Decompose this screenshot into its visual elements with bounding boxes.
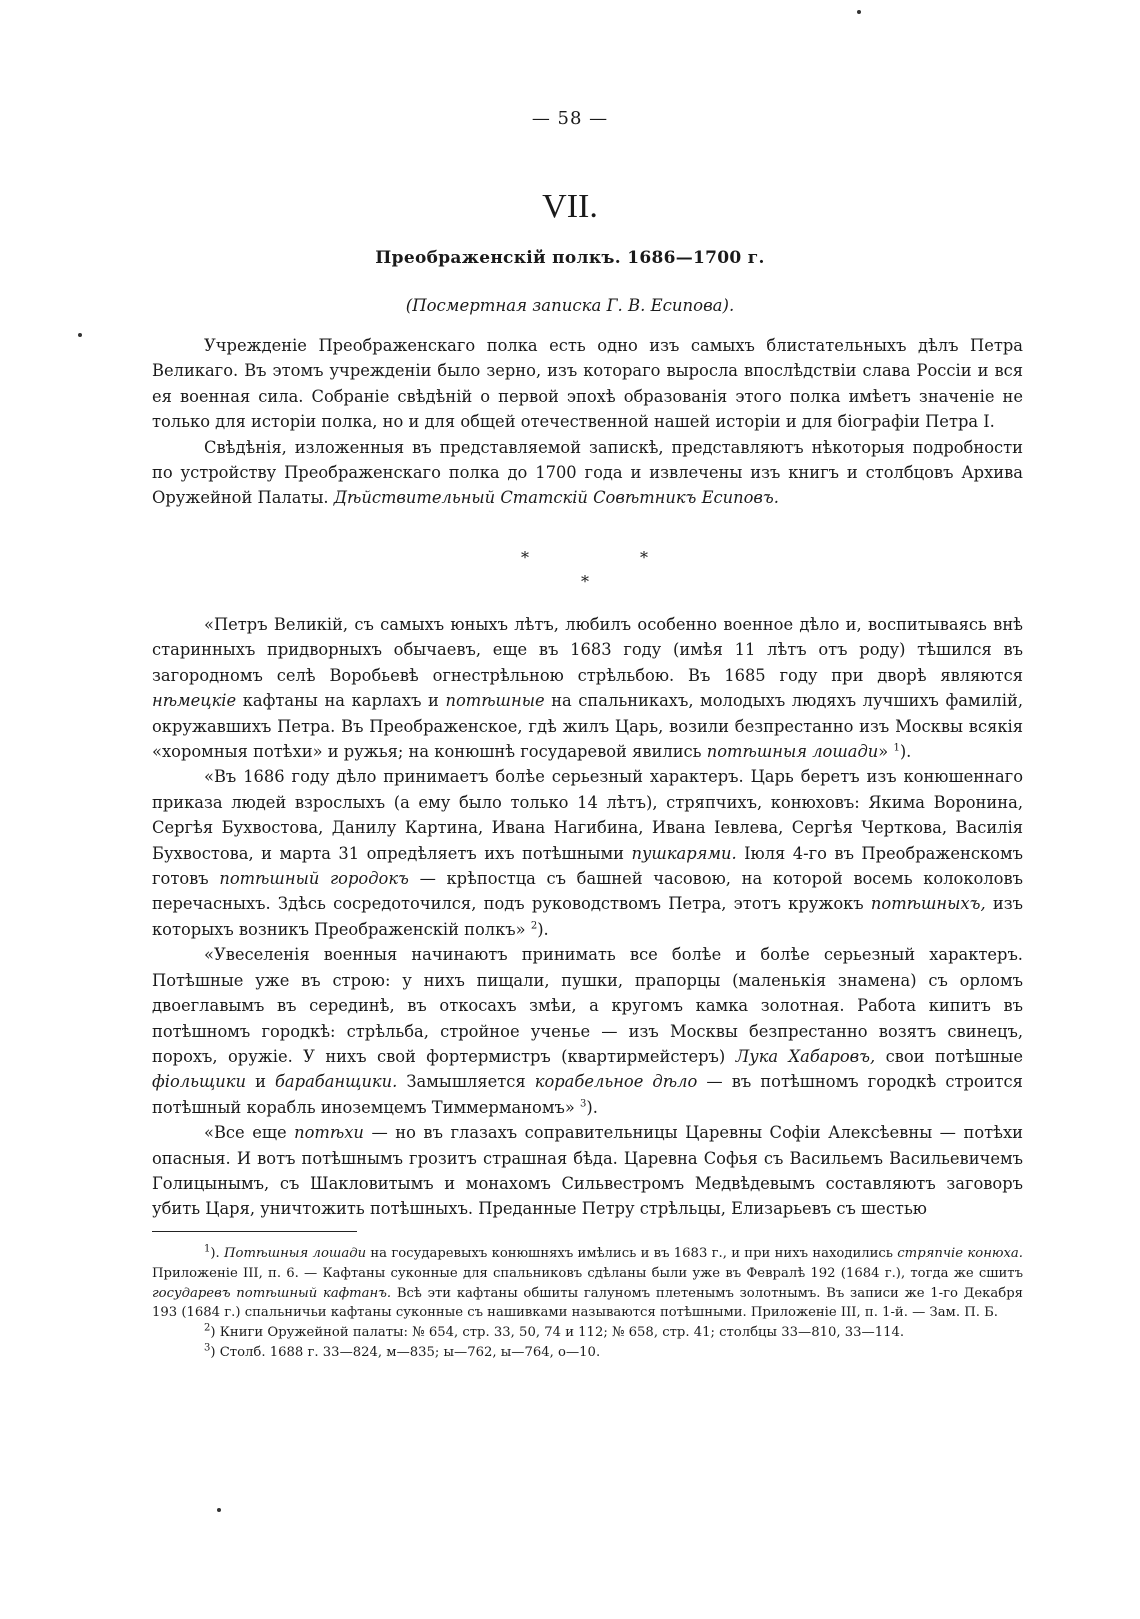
text-run: свои потѣшные [885,1046,1023,1066]
main-paragraph-4 [152,1120,1023,1222]
chapter-number: VII. [542,188,598,225]
footnote-mark: 2 [204,1322,211,1334]
italic-run: пушкарями. [631,843,737,863]
italic-run: потѣшныхъ, [870,894,986,914]
text-run: «Петръ Великій, съ самыхъ юныхъ лѣтъ, любилъ особенно военное дѣло и, воспитываясь внѣ старинныхъ придворныхъ обычаевъ, еще въ 1683 году (имѣя 11 лѣтъ отъ роду) тѣшился въ загородномъ селѣ Воробьевѣ огнестрѣльною стрѣльбою. Въ 1685 году при дворѣ являются [152,615,1023,685]
text-run: ) Столб. 1688 г. 33—824, м—835; ы—762, ы—764, о—10. [210,1344,601,1360]
text-run: — но въ глазахъ соправительницы Царевны Софіи Алексѣевны — потѣхи опасныя. И вотъ потѣшнымъ грозитъ страшная бѣда. Царевна Софья съ Васильемъ Васильевичемъ Голицынымъ, съ Шакловитымъ и монахомъ Сильвестромъ Медвѣдевымъ составляютъ заговоръ убить Царя, уничтожить потѣшныхъ. Преданные Петру стрѣльцы, Елизарьевъ съ шестью [152,1123,1023,1219]
italic-run: нѣмецкіе [152,691,237,711]
text-run: на государевыхъ конюшняхъ имѣлись и въ 1683 г., и при нихъ находились [370,1246,893,1261]
italic-run: государевъ потѣшный кафтанъ. [152,1285,392,1301]
italic-run: потѣшные [445,691,545,711]
text-run: «Все еще [204,1123,287,1143]
main-paragraph-2 [152,764,1023,942]
footnote-ref-1[interactable]: 1 [893,742,900,754]
text-run: ). [537,919,549,939]
text-run: Приложеніе III, п. 6. — Кафтаны суконные для спальниковъ сдѣланы были уже въ Февралѣ 192 (1684 г.), тогда же сшитъ [152,1265,1023,1281]
text-run: «Увеселенія военныя начинаютъ принимать все болѣе и болѣе серьезный характеръ. Потѣшные уже въ строю: у нихъ пищали, пушки, прапорцы (маленькія знамена) съ орломъ двоеглавымъ въ серединѣ, въ откосахъ змѣи, а кругомъ камка золотная. Работа кипитъ въ потѣшномъ городкѣ: стрѣльба, стройное ученье — изъ Москвы безпрестанно возятъ свинецъ, порохъ, оружіе. У нихъ свой фортермистръ (квартирмейстеръ) [152,945,1023,1066]
footnotes [152,1244,1023,1363]
scan-speck [217,1508,221,1512]
text-run: Всѣ эти кафтаны обшиты галуномъ плетенымъ золотнымъ. Въ записи же 1-го Декабря 193 (1684 г.) спальничьи кафтаны суконные съ нашивками называются потѣшными. Приложеніе III, п. 1-й. — Зам. П. Б. [152,1285,1023,1321]
text-run: » [878,742,889,762]
main-text [152,612,1023,1222]
footnote-1 [152,1244,1023,1323]
footnote-ref-3[interactable]: 3 [580,1098,587,1110]
scan-speck [857,10,861,14]
page-number: — 58 — [531,108,609,129]
italic-run: барабанщики. [275,1072,398,1092]
main-paragraph-1 [152,612,1023,764]
text-run: ). [210,1246,220,1261]
intro-paragraph-2-text: Свѣдѣнія, изложенныя въ представляемой запискѣ, представляютъ нѣкоторыя подробности по устройству Преображенскаго полка до 1700 года и извлечены изъ книгъ и столбцовъ Архива Оружейной Палаты. [152,437,1023,508]
intro-paragraph-1: Учрежденіе Преображенскаго полка есть одно изъ самыхъ блистательныхъ дѣлъ Петра Великаго. Въ этомъ учрежденіи было зерно, изъ котораго выросла впослѣдствіи слава Россіи и вся ея военная сила. Собраніе свѣдѣній о первой эпохѣ образованія этого полка имѣетъ значеніе не только для исторіи полка, но и для общей отечественной нашей исторіи и для біографіи Петра I. [152,336,1023,432]
footnote-divider [152,1231,357,1232]
italic-run: потѣхи [294,1123,364,1143]
text-run: — крѣпостца съ башней часовою, на которой восемь колоколовъ перечасныхъ. Здѣсь сосредоточился, подъ руководствомъ Петра, этотъ кружокъ [152,869,1023,914]
footnote-mark: 1 [204,1243,211,1255]
italic-run: стряпчіе конюха. [897,1246,1023,1261]
article-subtitle: (Посмертная записка Г. В. Есипова). [405,296,735,315]
text-run: ) Книги Оружейной палаты: № 654, стр. 33, 50, 74 и 112; № 658, стр. 41; столбцы 33—810, 33—114. [210,1325,905,1341]
text-run: Іюля 4-го въ Преображенскомъ готовъ [152,843,1023,889]
text-run: ). [586,1097,598,1117]
footnote-mark: 3 [204,1342,211,1354]
separator-star-bottom: * [581,572,589,591]
text-run: на спальникахъ, молодыхъ людяхъ лучшихъ фамилій, окружавшихъ Петра. Въ Преображенское, гдѣ жилъ Царь, возили безпрестанно изъ Москвы всякія «хоромныя потѣхи» и ружья; на конюшнѣ государевой явились [152,691,1023,762]
intro-section [152,333,1023,511]
footnote-ref-2[interactable]: 2 [530,920,538,932]
italic-run: потѣшныя лошади [706,742,879,762]
italic-run: потѣшный городокъ [219,869,409,889]
article-title: Преображенскій полкъ. 1686—1700 г. [375,248,765,268]
text-run: кафтаны на карлахъ и [242,691,439,711]
italic-run: Потѣшныя лошади [224,1246,367,1261]
scan-speck [78,333,82,337]
text-run: — въ потѣшномъ городкѣ строится потѣшный корабль иноземцемъ Тиммерманомъ» [152,1072,1023,1117]
author-signature: Дѣйствительный Статскій Совѣтникъ Есиповъ. [333,488,779,508]
italic-run: корабельное дѣло [534,1072,698,1092]
text-run: изъ которыхъ возникъ Преображенскій полкъ» [152,894,1023,939]
text-run: и [255,1072,266,1092]
text-run: Замышляется [406,1072,526,1092]
separator-star-right: * [640,548,648,567]
italic-run: фіольщики [152,1072,246,1092]
separator-star-left: * [521,548,529,567]
italic-run: Лука Хабаровъ, [735,1046,876,1066]
footnote-2 [152,1323,1023,1343]
footnote-3 [152,1343,1023,1363]
intro-paragraph-2 [152,435,1023,511]
main-paragraph-3 [152,942,1023,1120]
text-run: ). [899,742,912,762]
text-run: «Въ 1686 году дѣло принимаетъ болѣе серьезный характеръ. Царь беретъ изъ конюшеннаго приказа людей взрослыхъ (а ему было только 14 лѣтъ), стряпчихъ, конюховъ: Якима Воронина, Сергѣя Бухвостова, Данилу Картина, Ивана Нагибина, Ивана Іевлева, Сергѣя Черткова, Василія Бухвостова, и марта 31 опредѣляетъ ихъ потѣшными [152,767,1023,863]
